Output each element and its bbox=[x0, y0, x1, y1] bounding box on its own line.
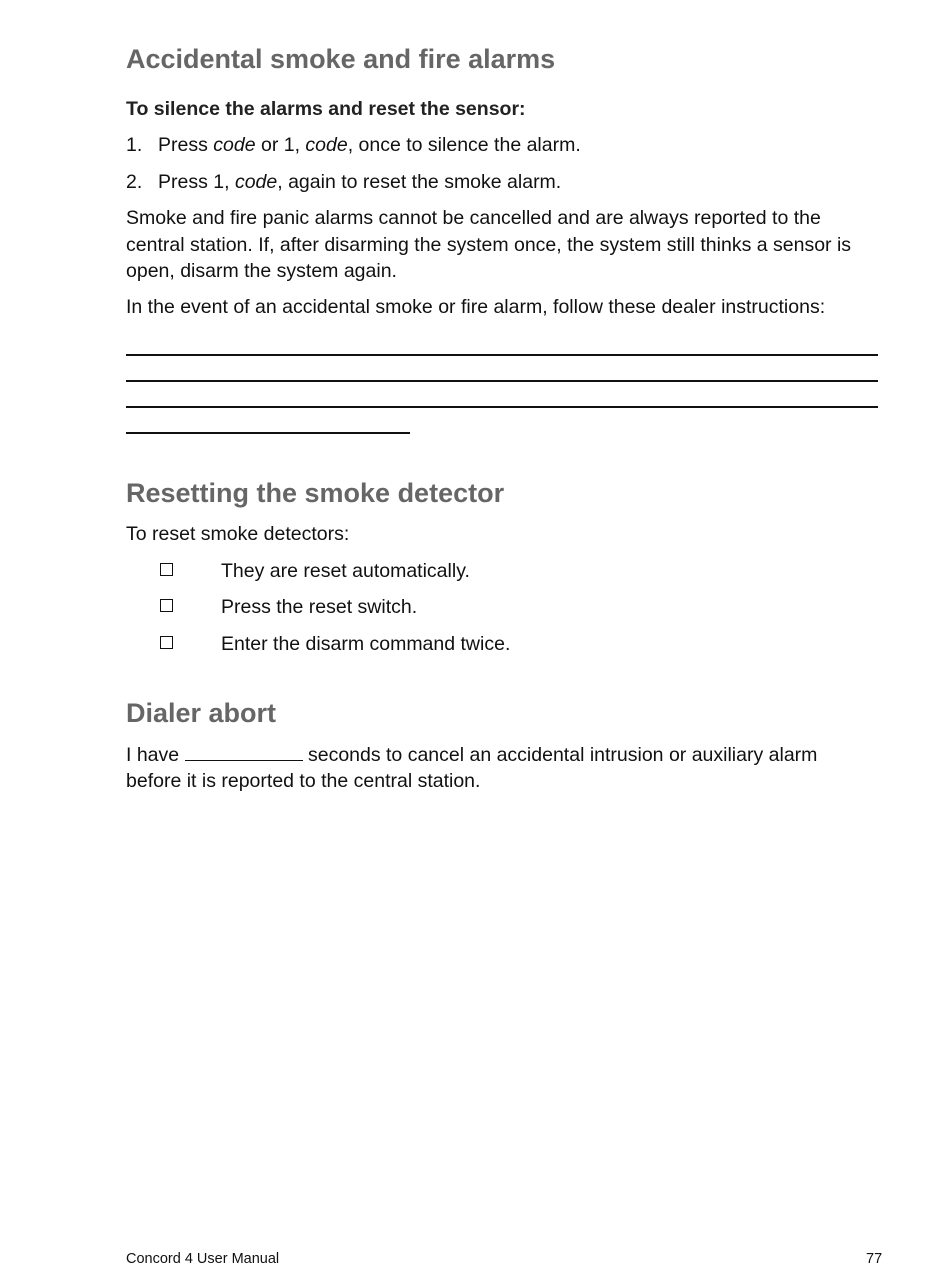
step-number: 1. bbox=[126, 134, 143, 156]
silence-instructions-heading: To silence the alarms and reset the sensor: bbox=[126, 98, 526, 120]
checkbox-icon bbox=[160, 636, 173, 649]
step-text: Press 1, bbox=[158, 171, 235, 193]
reset-option-label: Enter the disarm command twice. bbox=[221, 633, 511, 655]
code-term: code bbox=[305, 134, 348, 156]
panic-alarm-note: Smoke and fire panic alarms cannot be cancelled and are always reported to the central station. If, after disarming the system once, the system still thinks a sensor is open, disarm the system again. bbox=[126, 207, 852, 282]
step-number: 2. bbox=[126, 171, 143, 193]
section-title-reset-detector: Resetting the smoke detector bbox=[126, 478, 505, 508]
dialer-abort-text-start: I have bbox=[126, 744, 180, 766]
seconds-blank bbox=[185, 742, 303, 761]
section-title-accidental-alarms: Accidental smoke and fire alarms bbox=[126, 44, 556, 74]
write-in-line bbox=[126, 432, 410, 434]
reset-option-label: Press the reset switch. bbox=[221, 596, 418, 618]
step-text: , once to silence the alarm. bbox=[347, 134, 581, 156]
dialer-abort-text-line2: before it is reported to the central station. bbox=[126, 770, 481, 792]
dealer-instructions-prompt: In the event of an accidental smoke or fire alarm, follow these dealer instructions: bbox=[126, 296, 826, 318]
dialer-abort-text-end: seconds to cancel an accidental intrusion or auxiliary alarm bbox=[307, 744, 818, 766]
write-in-line bbox=[126, 380, 878, 382]
checkbox-icon bbox=[160, 563, 173, 576]
write-in-line bbox=[126, 406, 878, 408]
checkbox-icon bbox=[160, 599, 173, 612]
step-text: or 1, bbox=[255, 134, 306, 156]
reset-intro: To reset smoke detectors: bbox=[126, 523, 350, 545]
page-number: 77 bbox=[866, 1251, 883, 1267]
step-text: , again to reset the smoke alarm. bbox=[277, 171, 562, 193]
code-term: code bbox=[234, 171, 278, 193]
reset-option-label: They are reset automatically. bbox=[221, 560, 470, 582]
section-title-dialer-abort: Dialer abort bbox=[126, 698, 277, 728]
dialer-abort-text bbox=[126, 742, 886, 769]
code-term: code bbox=[213, 134, 256, 156]
step-text: Press bbox=[158, 134, 214, 156]
step-2 bbox=[126, 169, 561, 195]
step-1 bbox=[126, 132, 581, 158]
write-in-line bbox=[126, 354, 878, 356]
footer-manual-name: Concord 4 User Manual bbox=[126, 1251, 280, 1267]
